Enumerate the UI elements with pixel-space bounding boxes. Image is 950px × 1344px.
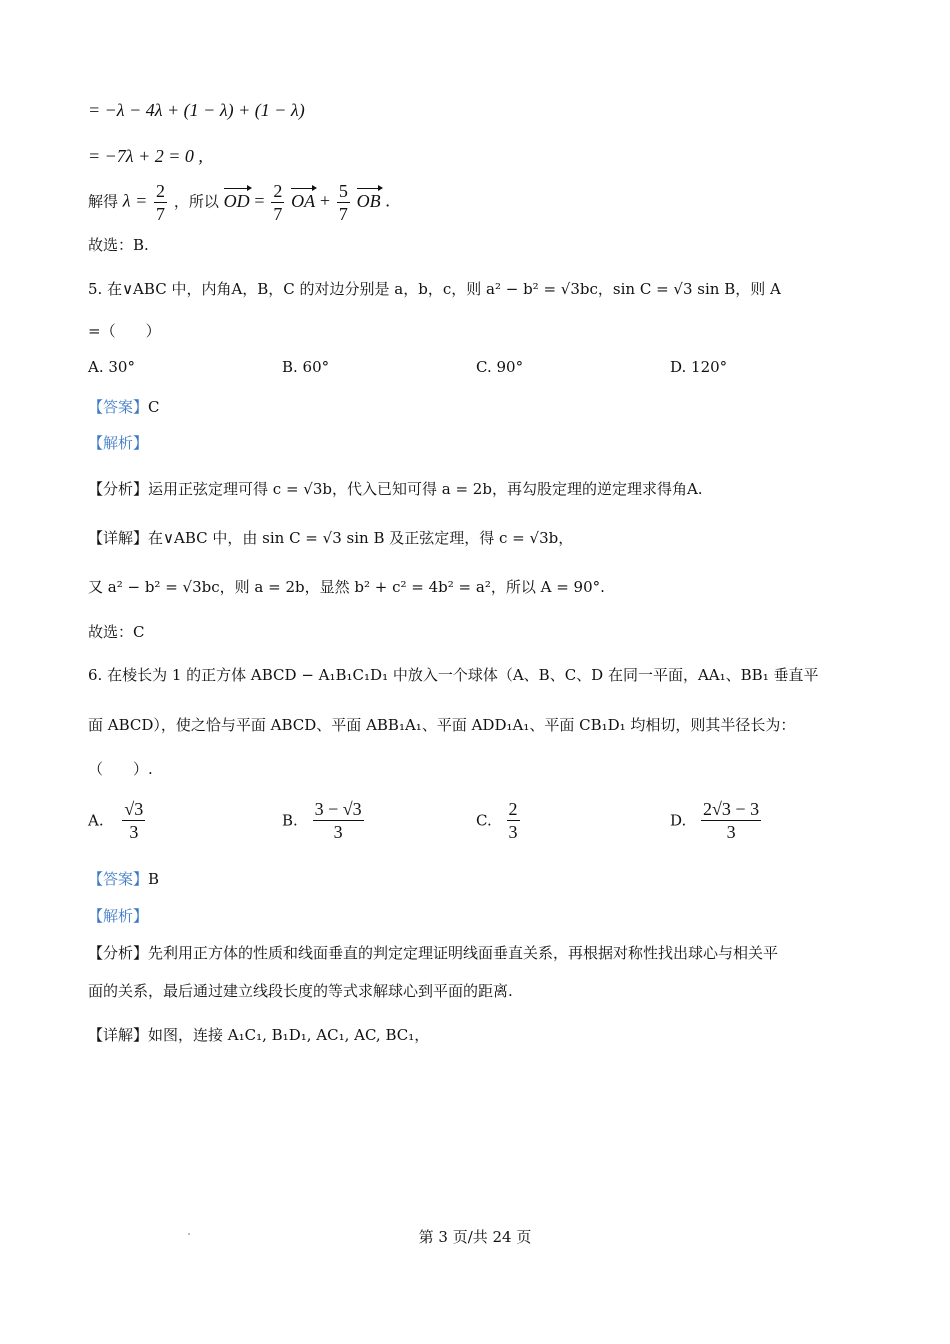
equation-line-1: = −λ − 4λ + (1 − λ) + (1 − λ)	[88, 100, 305, 120]
fenxi-text: 运用正弦定理可得 c = √3b，代入已知可得 a = 2b，再勾股定理的逆定理求得角A.	[148, 480, 703, 498]
q5-conclusion: 故选：C	[88, 623, 145, 641]
equation-line-2: = −7λ + 2 = 0 ,	[88, 146, 203, 166]
xiangjie-text-1: 在∨ABC 中，由 sin C = √3 sin B 及正弦定理，得 c = √3b，	[148, 529, 574, 547]
q5-option-b: B. 60°	[282, 358, 330, 376]
answer-tag: 【答案】	[88, 870, 149, 888]
solve-prefix: 解得	[88, 192, 119, 211]
answer-value: B	[148, 870, 160, 888]
fenxi-tag: 【分析】	[88, 944, 149, 962]
q5-answer	[88, 396, 160, 417]
xiangjie-tag: 【详解】	[88, 1026, 149, 1044]
q5-xiangjie-1	[88, 527, 573, 548]
vector-od: OD	[223, 190, 250, 211]
xiangjie-text: 如图，连接 A₁C₁, B₁D₁, AC₁, AC, BC₁，	[148, 1026, 430, 1044]
answer-tag: 【答案】	[88, 398, 149, 416]
fraction-2-7-b: $\frac{2}{7}$	[273, 181, 283, 224]
vector-oa: OA	[291, 190, 316, 211]
xiangjie-tag: 【详解】	[88, 529, 149, 547]
lambda-eq: λ =	[122, 190, 148, 211]
fraction-2-7: $\frac{2}{7}$	[156, 181, 166, 224]
q6-answer	[88, 868, 159, 889]
q5-xiangjie-2: 又 a² − b² = √3bc，则 a = 2b，显然 b² + c² = 4b² = a²，所以 A = 90°.	[88, 578, 605, 596]
fenxi-text-1: 先利用正方体的性质和线面垂直的判定定理证明线面垂直关系，再根据对称性找出球心与相关平	[148, 944, 779, 962]
q6-fenxi-2: 面的关系，最后通过建立线段长度的等式求解球心到平面的距离.	[88, 982, 513, 1000]
equation-line-3: 解得 λ = $\frac{2}{7}$ ，所以 OD = $\frac{2}{7}$ OA + $\frac{5}{7}$ OB .	[88, 181, 390, 224]
q6-xiangjie	[88, 1024, 429, 1045]
q6-option-b: B. $\frac{3 - √3}{3}$	[282, 799, 362, 842]
q6-stem-1: 6. 在棱长为 1 的正方体 ABCD − A₁B₁C₁D₁ 中放入一个球体（A、B、C、D 在同一平面，AA₁、BB₁ 垂直平	[88, 666, 819, 684]
q6-stem-3: （ ）.	[88, 760, 153, 778]
q6-option-c: C. $\frac{2}{3}$	[476, 799, 518, 842]
q6-fenxi-1	[88, 942, 778, 963]
conclusion-prev: 故选：B.	[88, 236, 149, 254]
q6-stem-2: 面 ABCD），使之恰与平面 ABCD、平面 ABB₁A₁、平面 ADD₁A₁、平面 CB₁D₁ 均相切，则其半径长为：	[88, 716, 796, 734]
q5-analysis-tag: 【解析】	[88, 434, 149, 452]
solve-mid: ，所以	[173, 192, 219, 211]
q5-option-a: A. 30°	[88, 358, 135, 376]
q6-option-a: A. $\frac{√3}{3}$	[88, 799, 144, 842]
vector-ob: OB	[356, 190, 381, 211]
q6-option-d: D. $\frac{2√3 - 3}{3}$	[670, 799, 760, 842]
fenxi-tag: 【分析】	[88, 480, 149, 498]
answer-value: C	[148, 398, 160, 416]
q5-option-c: C. 90°	[476, 358, 524, 376]
q5-option-d: D. 120°	[670, 358, 728, 376]
fraction-5-7: $\frac{5}{7}$	[338, 181, 348, 224]
q5-stem-2: =（ ）	[88, 322, 161, 340]
q5-fenxi	[88, 478, 703, 499]
q6-analysis-tag: 【解析】	[88, 907, 149, 925]
page-footer: 第 3 页/共 24 页	[418, 1228, 532, 1246]
q5-stem: 5. 在∨ABC 中，内角A，B，C 的对边分别是 a，b，c，则 a² − b² = √3bc，sin C = √3 sin B，则 A	[88, 280, 781, 298]
